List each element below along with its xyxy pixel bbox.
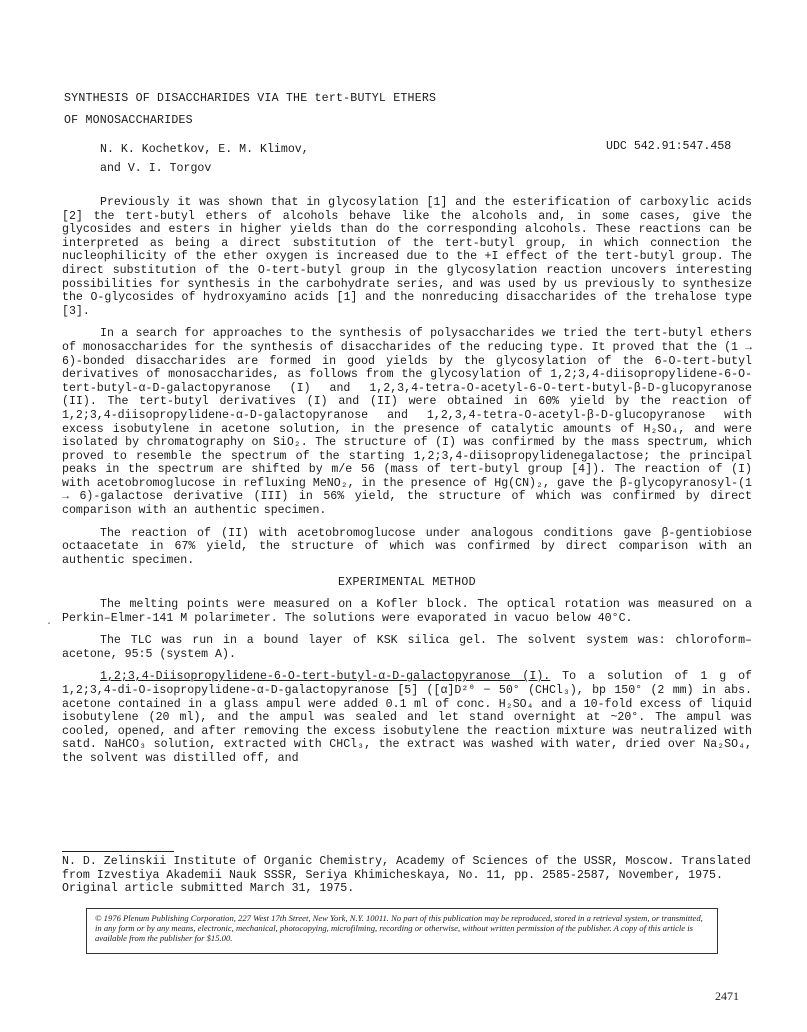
compound-i-procedure: To a solution of 1 g of 1,2;3,4-di-O-isopropylidene-α-D-galactopyranose [5] ([α]D²⁰ − 50° (CHCl₃), bp 150° (2 mm) in abs. acetone contained in a glass ampul were added 0.1 ml of conc. H₂SO₄ and a 10-fold excess of liquid isobutylene (20 ml), and the ampul was sealed and let stand overnight at ~20°. The ampul was cooled, opened, and after removing the excess isobutylene the reaction mixture was neutralized with satd. NaHCO₃ solution, extracted with CHCl₃, the extract was washed with water, dried over Na₂SO₄, the solvent was distilled off, and: [62, 670, 752, 765]
paragraph-synthesis: In a search for approaches to the synthesis of polysaccharides we tried the tert-butyl ethers of monosaccharides for the synthesis of disaccharides of the reducing type. It proved that the (1 → 6)-bonded disaccharides are formed in good yields by the glycosylation of the 6-O-tert-butyl derivatives of monosaccharides, as follows from the glycosylation of 1,2;3,4-diisopropylidene-6-O-tert-butyl-α-D-galactopyranose (I) and 1,2,3,4-tetra-O-acetyl-6-O-tert-butyl-β-D-glucopyranose (II). The tert-butyl derivatives (I) and (II) were obtained in 60% yield by the reaction of 1,2;3,4-diisopropylidene-α-D-galactopyranose and 1,2,3,4-tetra-O-acetyl-β-D-glucopyranose with excess isobutylene in acetone solution, in the presence of catalytic amounts of H₂SO₄, and were isolated by chromatography on SiO₂. The structure of (I) was confirmed by the mass spectrum, which proved to resemble the spectrum of the starting 1,2;3,4-diisopropylidenegalactose; the principal peaks in the spectrum are shifted by m/e 56 (mass of tert-butyl group [4]). The reaction of (I) with acetobromoglucose in refluxing MeNO₂, in the presence of Hg(CN)₂, gave the β-glycopyranosyl-(1 → 6)-galactose derivative (III) in 56% yield, the structure of which was confirmed by direct comparison with an authentic specimen.: [62, 327, 752, 518]
footnote-rule: [62, 851, 174, 852]
authors-line-2: and V. I. Torgov: [100, 162, 212, 175]
paragraph-tlc: The TLC was run in a bound layer of KSK silica gel. The solvent system was: chloroform–acetone, 95:5 (system A).: [62, 634, 752, 661]
authors: [100, 140, 620, 178]
paragraph-melting-points: The melting points were measured on a Kofler block. The optical rotation was measured on a Perkin–Elmer-141 M polarimeter. The solutions were evaporated in vacuo below 40°C.: [62, 598, 752, 625]
compound-i-heading: 1,2;3,4-Diisopropylidene-6-O-tert-butyl-α-D-galactopyranose (I).: [100, 670, 551, 684]
copyright-box: © 1976 Plenum Publishing Corporation, 227 West 17th Street, New York, N.Y. 10011. No part of this publication may be reproduced, stored in a retrieval system, or transmitted, in any form or by any means, electronic, mechanical, photocopying, microfilming, recording or otherwise, without written permission of the publisher. A copy of this article is available from the publisher for $15.00.: [86, 908, 718, 954]
margin-mark: .: [46, 617, 53, 628]
affiliation-footnote: N. D. Zelinskii Institute of Organic Chemistry, Academy of Sciences of the USSR, Moscow. Translated from Izvestiya Akademii Nauk SSSR, Seriya Khimicheskaya, No. 11, pp. 2585-2587, November, 1975. Original article submitted March 31, 1975.: [62, 855, 751, 896]
article-title: [64, 88, 624, 132]
udc-code: UDC 542.91:547.458: [606, 140, 732, 153]
authors-line-1: N. K. Kochetkov, E. M. Klimov,: [100, 143, 309, 156]
article-body: [62, 196, 752, 775]
page-number: 2471: [715, 989, 739, 1003]
paragraph-gentiobiose: The reaction of (II) with acetobromoglucose under analogous conditions gave β-gentiobiose octaacetate in 67% yield, the structure of which was confirmed by direct comparison with an authentic specimen.: [62, 526, 752, 567]
title-line-2: OF MONOSACCHARIDES: [64, 114, 193, 127]
title-line-1: SYNTHESIS OF DISACCHARIDES VIA THE tert-BUTYL ETHERS: [64, 92, 437, 105]
paragraph-compound-i: [62, 670, 752, 765]
section-heading-experimental: EXPERIMENTAL METHOD: [338, 576, 476, 590]
paragraph-intro: Previously it was shown that in glycosylation [1] and the esterification of carboxylic acids [2] the tert-butyl ethers of alcohols behave like the alcohols and, in some cases, give the glycosides and esters in higher yields than do the corresponding alcohols. These reactions can be interpreted as being a direct substitution of the tert-butyl group, in which connection the nucleophilicity of the ether oxygen is increased due to the +I effect of the tert-butyl group. The direct substitution of the O-tert-butyl group in the glycosylation reaction uncovers interesting possibilities for synthesis in the carbohydrate series, and was used by us previously to synthesize the O-glycosides of hydroxyamino acids [1] and the nonreducing disaccharides of the trehalose type [3].: [62, 196, 752, 318]
